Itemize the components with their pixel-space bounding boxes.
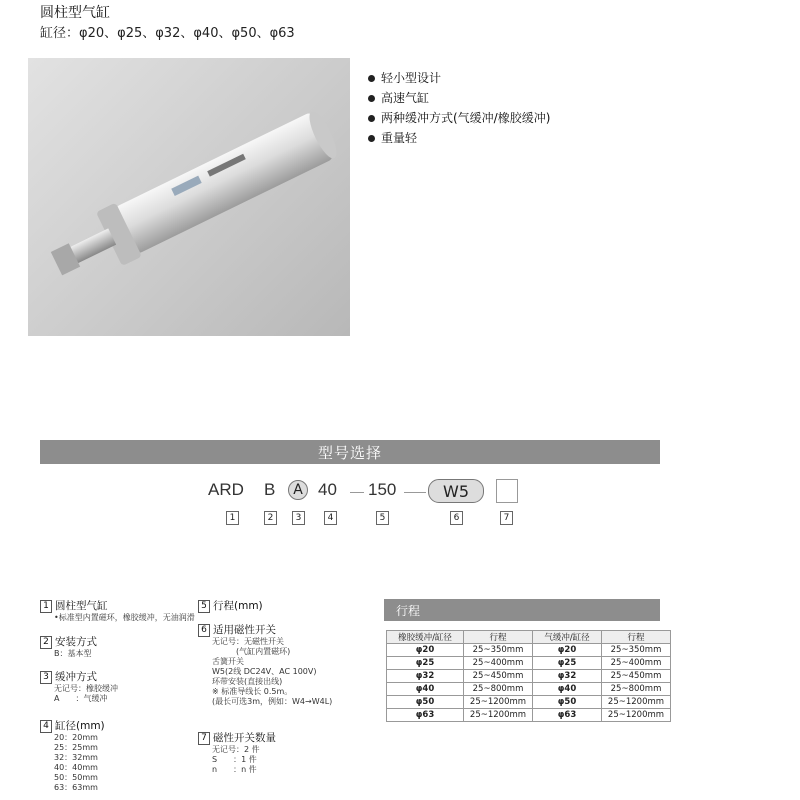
- feature-item: [368, 68, 550, 88]
- section-note: W5(2线 DC24V、AC 100V): [212, 667, 317, 676]
- section-cylinder-type: [40, 600, 195, 623]
- stroke-table-header: 行程: [384, 599, 660, 621]
- section-title: 行程(mm): [213, 600, 263, 612]
- feature-text: 高速气缸: [381, 91, 430, 105]
- table-cell: 25~1200mm: [464, 709, 533, 722]
- code-number-5: 5: [376, 511, 389, 525]
- column-header: 行程: [602, 631, 671, 644]
- section-number: 5: [198, 600, 210, 613]
- table-cell: φ63: [387, 709, 464, 722]
- product-photo: [28, 58, 350, 336]
- section-title: 适用磁性开关: [213, 624, 276, 636]
- section-mounting: [40, 636, 97, 659]
- section-note: 无记号：橡胶缓冲: [54, 684, 118, 693]
- stroke-table: [386, 630, 671, 722]
- code-mount: B: [264, 480, 276, 499]
- section-number: 3: [40, 671, 52, 684]
- table-cell: 25~400mm: [602, 657, 671, 670]
- section-bore: [40, 720, 105, 793]
- section-note: 25：25mm: [54, 743, 98, 752]
- section-note: 无记号：无磁性开关: [212, 637, 284, 646]
- code-series: ARD: [208, 480, 244, 499]
- column-header: 橡胶缓冲/缸径: [387, 631, 464, 644]
- code-cushion: A: [288, 480, 308, 500]
- table-cell: φ63: [533, 709, 602, 722]
- table-row: [387, 644, 671, 657]
- section-number: 6: [198, 624, 210, 637]
- table-cell: φ32: [387, 670, 464, 683]
- section-title: 缸径(mm): [55, 720, 105, 732]
- section-number: 7: [198, 732, 210, 745]
- table-cell: φ50: [533, 696, 602, 709]
- feature-item: [368, 128, 550, 148]
- section-note: 20：20mm: [54, 733, 98, 742]
- code-dash: [404, 492, 426, 493]
- code-number-6: 6: [450, 511, 463, 525]
- table-row: [387, 657, 671, 670]
- code-number-4: 4: [324, 511, 337, 525]
- table-cell: 25~350mm: [464, 644, 533, 657]
- section-note: B：基本型: [54, 649, 92, 658]
- section-title: 缓冲方式: [55, 671, 97, 683]
- table-cell: φ32: [533, 670, 602, 683]
- section-switch-qty: [198, 732, 276, 775]
- table-cell: 25~800mm: [464, 683, 533, 696]
- model-selection-header: 型号选择: [40, 440, 660, 464]
- code-number-2: 2: [264, 511, 277, 525]
- table-cell: 25~1200mm: [464, 696, 533, 709]
- table-cell: φ25: [387, 657, 464, 670]
- feature-text: 轻小型设计: [381, 71, 442, 85]
- table-cell: 25~1200mm: [602, 709, 671, 722]
- feature-item: [368, 108, 550, 128]
- table-cell: 25~800mm: [602, 683, 671, 696]
- table-cell: φ25: [533, 657, 602, 670]
- section-cushion: [40, 671, 118, 704]
- section-switch: [198, 624, 332, 707]
- feature-list: [368, 68, 550, 148]
- section-title: 安装方式: [55, 636, 97, 648]
- section-note: S ：1 件: [212, 755, 257, 764]
- code-stroke: 150: [368, 480, 397, 499]
- code-number-7: 7: [500, 511, 513, 525]
- section-note: 32：32mm: [54, 753, 98, 762]
- table-row: [387, 683, 671, 696]
- table-cell: φ40: [387, 683, 464, 696]
- section-note: 40：40mm: [54, 763, 98, 772]
- column-header: 行程: [464, 631, 533, 644]
- table-row: [387, 696, 671, 709]
- table-cell: φ50: [387, 696, 464, 709]
- feature-item: [368, 88, 550, 108]
- table-cell: 25~400mm: [464, 657, 533, 670]
- code-dash: [350, 492, 364, 493]
- bullet-icon: [368, 95, 375, 102]
- section-number: 1: [40, 600, 52, 613]
- cylinder-illustration: [28, 58, 350, 336]
- section-title: 磁性开关数量: [213, 732, 276, 744]
- table-cell: 25~350mm: [602, 644, 671, 657]
- table-cell: 25~1200mm: [602, 696, 671, 709]
- section-stroke: [198, 600, 263, 613]
- table-cell: φ40: [533, 683, 602, 696]
- section-note: 63：63mm: [54, 783, 98, 792]
- bullet-icon: [368, 115, 375, 122]
- section-note: A ：气缓冲: [54, 694, 108, 703]
- code-switch-qty: [496, 479, 518, 503]
- page-title: 圆柱型气缸: [40, 5, 110, 21]
- section-note: 环带安装(直接出线): [212, 677, 283, 686]
- section-note: ※ 标准导线长 0.5m。: [212, 687, 293, 696]
- table-header-row: [387, 631, 671, 644]
- column-header: 气缓冲/缸径: [533, 631, 602, 644]
- section-note: (最长可选3m，例如：W4→W4L): [212, 697, 333, 706]
- table-row: [387, 670, 671, 683]
- section-note: 舌簧开关: [212, 657, 244, 666]
- feature-text: 两种缓冲方式(气缓冲/橡胶缓冲): [381, 111, 551, 125]
- code-switch: W5: [428, 479, 484, 503]
- code-number-1: 1: [226, 511, 239, 525]
- section-number: 2: [40, 636, 52, 649]
- table-cell: φ20: [533, 644, 602, 657]
- section-number: 4: [40, 720, 52, 733]
- bullet-icon: [368, 75, 375, 82]
- bullet-icon: [368, 135, 375, 142]
- table-cell: φ20: [387, 644, 464, 657]
- section-note: 无记号：2 件: [212, 745, 260, 754]
- section-note: n ：n 件: [212, 765, 257, 774]
- feature-text: 重量轻: [381, 131, 418, 145]
- section-title: 圆柱型气缸: [55, 600, 108, 612]
- code-number-3: 3: [292, 511, 305, 525]
- bore-sizes: 缸径：φ20、φ25、φ32、φ40、φ50、φ63: [40, 26, 295, 41]
- table-cell: 25~450mm: [602, 670, 671, 683]
- section-note: (气缸内置磁环): [236, 647, 291, 656]
- section-note: 50：50mm: [54, 773, 98, 782]
- table-cell: 25~450mm: [464, 670, 533, 683]
- section-note: •标准型内置磁环，橡胶缓冲，无油润滑: [54, 613, 195, 622]
- code-bore: 40: [318, 480, 337, 499]
- table-row: [387, 709, 671, 722]
